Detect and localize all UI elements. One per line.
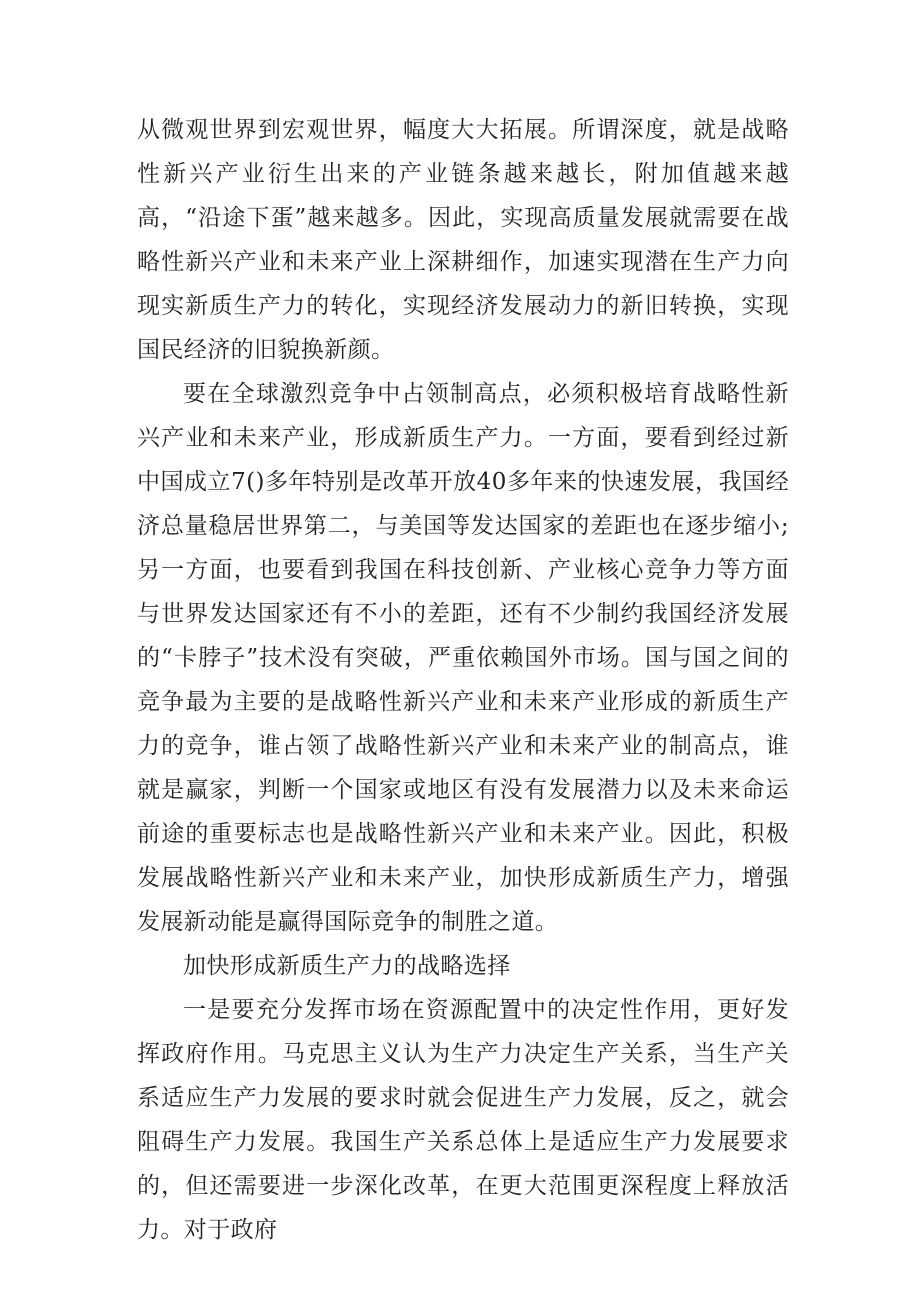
paragraph-continued: 从微观世界到宏观世界，幅度大大拓展。所谓深度，就是战略性新兴产业衍生出来的产业链条越来越长，附加值越来越高，“沿途下蛋”越来越多。因此，实现高质量发展就需要在战略性新兴产业和未来产业上深耕细作，加速实现潜在生产力向现实新质生产力的转化，实现经济发展动力的新旧转换，实现国民经济的旧貌换新颜。 xyxy=(137,117,789,363)
document-body xyxy=(137,108,789,1252)
paragraph-market-role: 一是要充分发挥市场在资源配置中的决定性作用，更好发挥政府作用。马克思主义认为生产力决定生产关系，当生产关系适应生产力发展的要求时就会促进生产力发展，反之，就会阻碍生产力发展。我国生产关系总体上是适应生产力发展要求的，但还需要进一步深化改革，在更大范围更深程度上释放活力。对于政府 xyxy=(137,997,789,1243)
section-heading: 加快形成新质生产力的战略选择 xyxy=(183,953,511,979)
paragraph-competition: 要在全球激烈竞争中占领制高点，必须积极培育战略性新兴产业和未来产业，形成新质生产力。一方面，要看到经过新中国成立7()多年特别是改革开放40多年来的快速发展，我国经济总量稳居世界第二，与美国等发达国家的差距也在逐步缩小;另一方面，也要看到我国在科技创新、产业核心竞争力等方面与世界发达国家还有不小的差距，还有不少制约我国经济发展的“卡脖子”技术没有突破，严重依赖国外市场。国与国之间的竞争最为主要的是战略性新兴产业和未来产业形成的新质生产力的竞争，谁占领了战略性新兴产业和未来产业的制高点，谁就是赢家，判断一个国家或地区有没有发展潜力以及未来命运前途的重要标志也是战略性新兴产业和未来产业。因此，积极发展战略性新兴产业和未来产业，加快形成新质生产力，增强发展新动能是赢得国际竞争的制胜之道。 xyxy=(137,381,789,935)
